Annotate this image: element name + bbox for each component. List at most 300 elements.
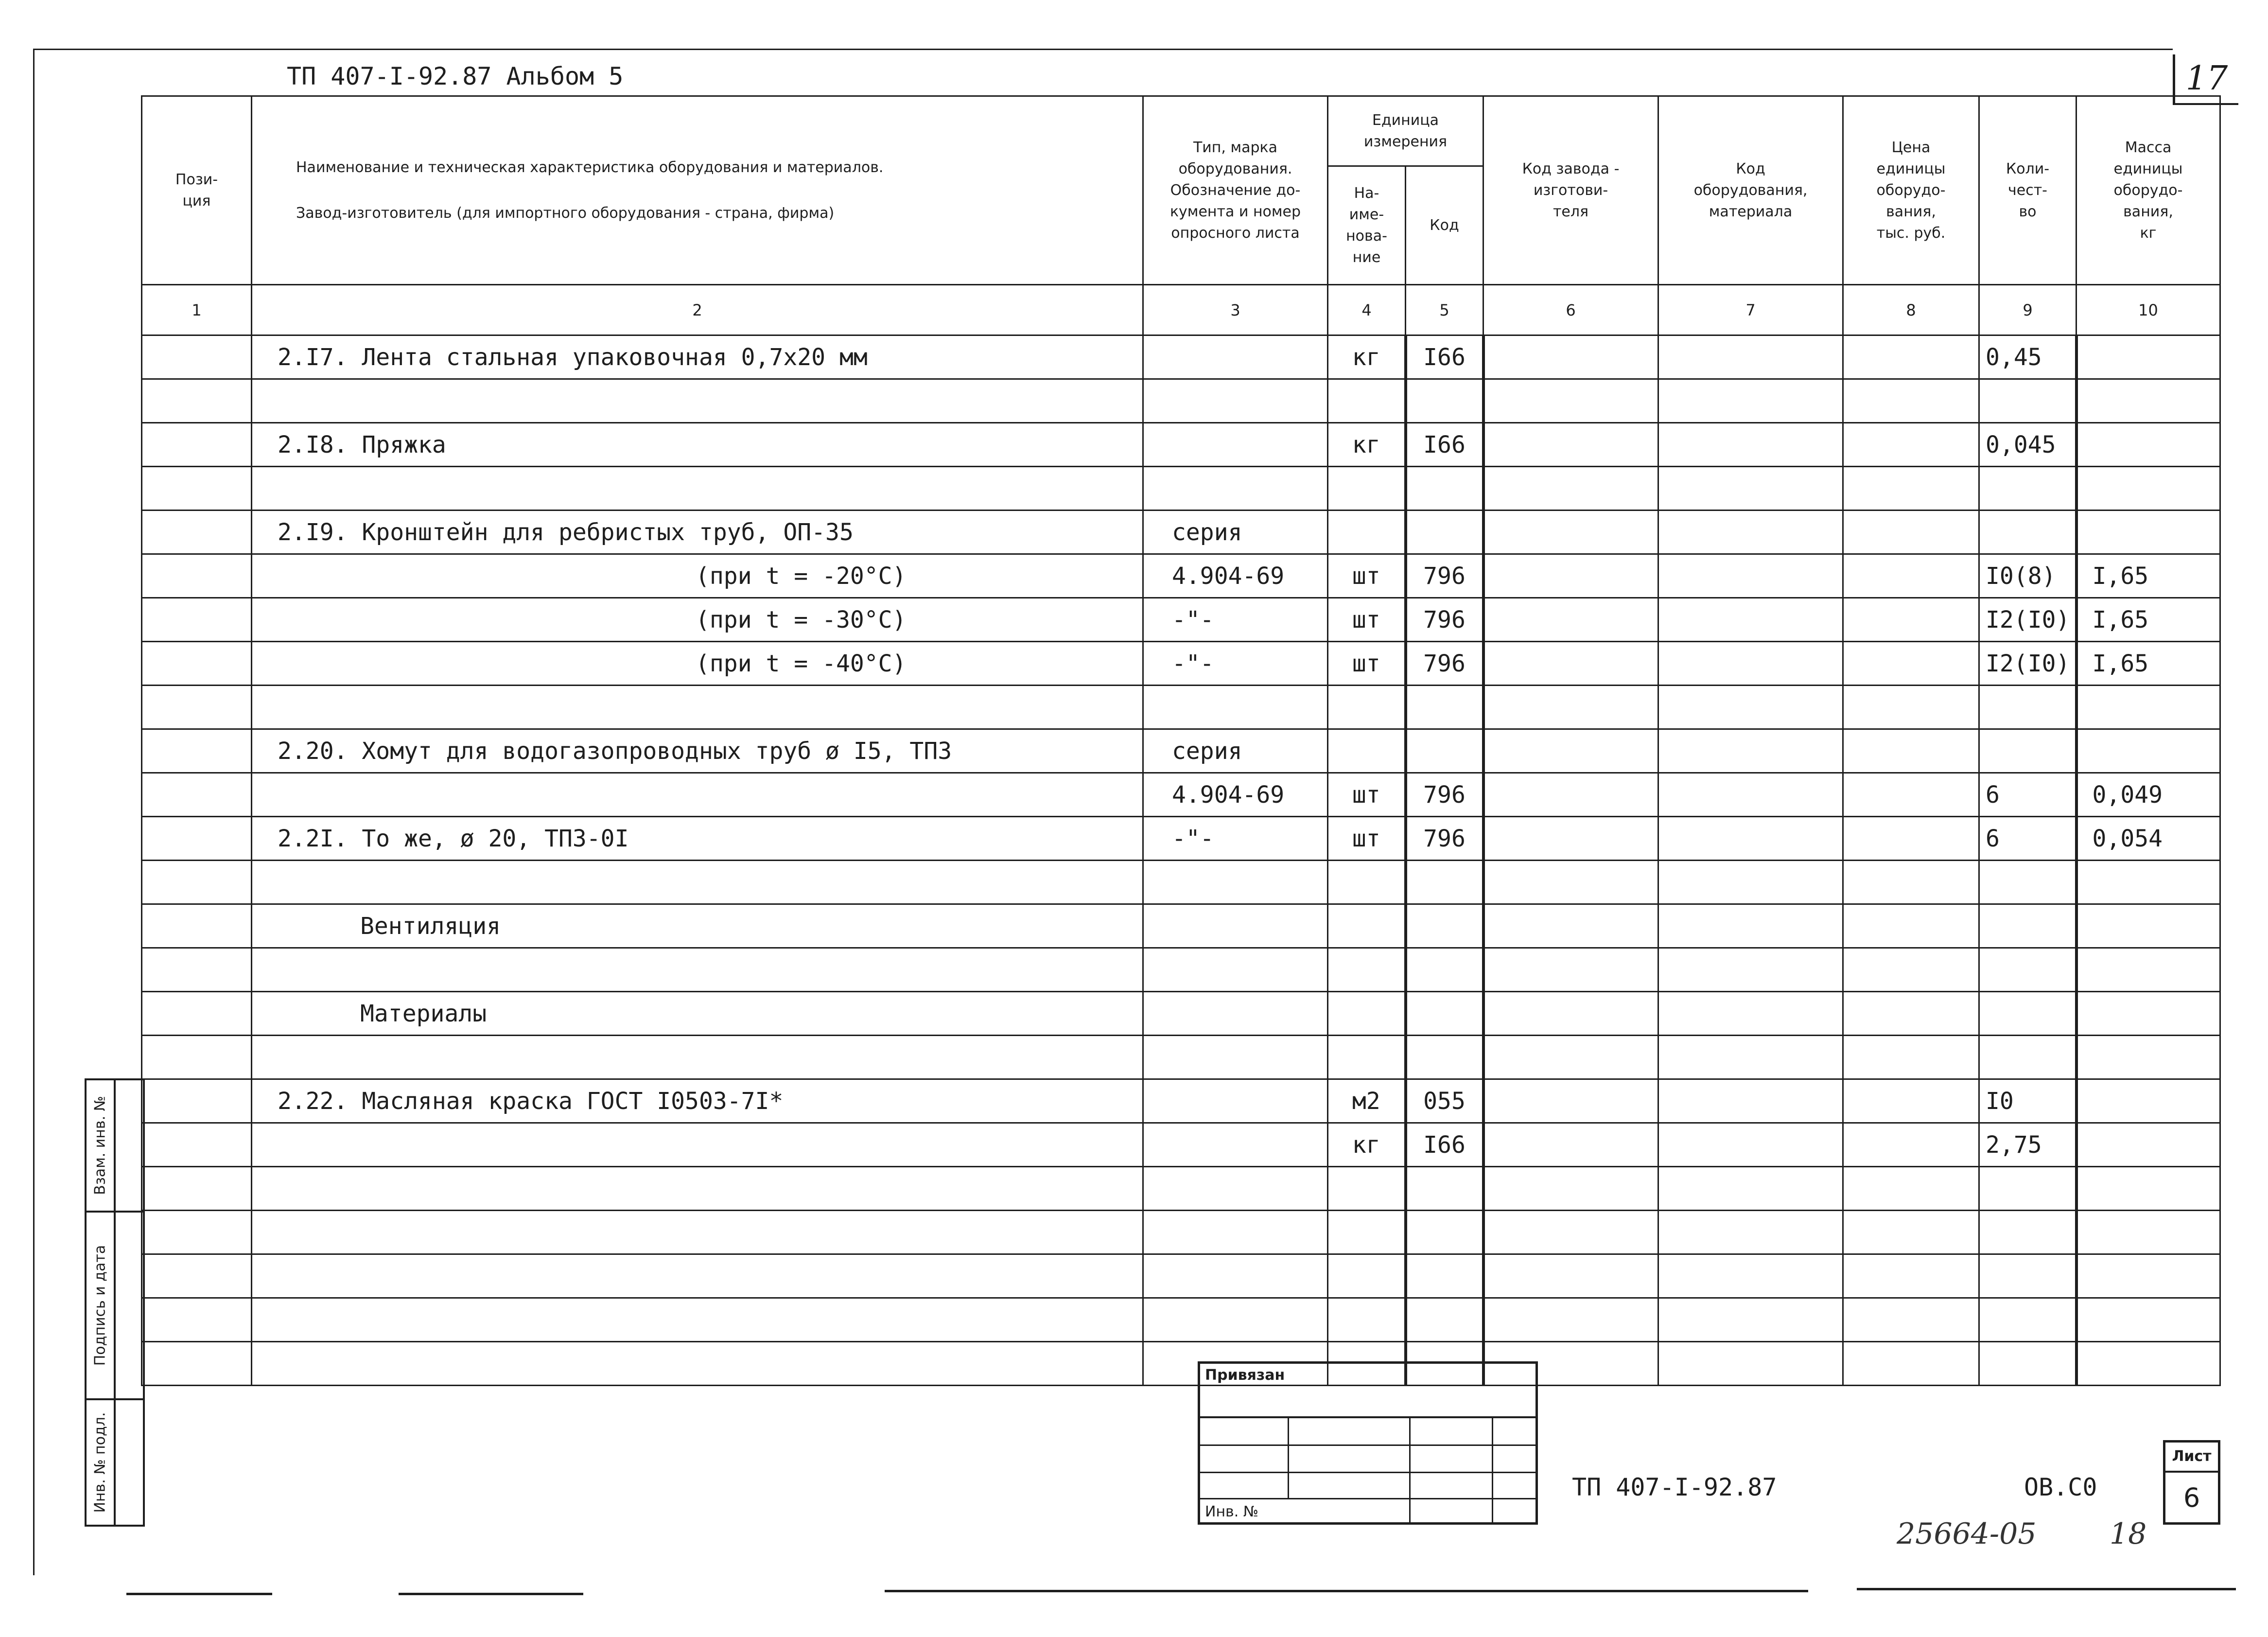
cell-quantity (1979, 861, 2076, 904)
left-edge-line (33, 49, 35, 1575)
cell-equipment-code (1658, 1342, 1843, 1386)
table-row (142, 861, 2220, 904)
cell-equipment-code (1658, 598, 1843, 642)
spec-table (141, 95, 2221, 1386)
col-number: 7 (1658, 285, 1843, 335)
cell-quantity (1979, 904, 2076, 948)
bottom-dash (1857, 1588, 2236, 1590)
cell-mass (2076, 1167, 2220, 1211)
cell-type (1143, 1167, 1328, 1211)
cell-type (1143, 1079, 1328, 1123)
cell-name: Вентиляция (252, 904, 1143, 948)
cell-unit-name (1328, 1254, 1406, 1298)
cell-name: 2.2I. То же, ø 20, ТПЗ-0I (252, 817, 1143, 861)
cell-name (252, 379, 1143, 423)
cell-unit-code (1406, 686, 1483, 729)
cell-factory-code (1483, 861, 1658, 904)
cell-price (1843, 379, 1979, 423)
cell-unit-code (1406, 992, 1483, 1036)
cell-type: 4.904-69 (1143, 773, 1328, 817)
cell-unit-name (1328, 379, 1406, 423)
cell-unit-name (1328, 1036, 1406, 1079)
cell-unit-name (1328, 861, 1406, 904)
col-number: 2 (252, 285, 1143, 335)
cell-equipment-code (1658, 729, 1843, 773)
cell-unit-code (1406, 510, 1483, 554)
cell-factory-code (1483, 1123, 1658, 1167)
cell-quantity: 6 (1979, 817, 2076, 861)
col-number: 4 (1328, 285, 1406, 335)
cell-equipment-code (1658, 1211, 1843, 1254)
col-header-unit-code: Код (1406, 166, 1483, 285)
cell-mass (2076, 1079, 2220, 1123)
cell-unit-name (1328, 467, 1406, 510)
cell-name (252, 1123, 1143, 1167)
cell-position (142, 554, 252, 598)
col-number: 9 (1979, 285, 2076, 335)
album-title: ТП 407-I-92.87 Альбом 5 (287, 62, 624, 90)
cell-name: 2.20. Хомут для водогазопроводных труб ø I5, ТПЗ (252, 729, 1143, 773)
col-header-equipment-code: Код оборудования, материала (1658, 96, 1843, 285)
cell-price (1843, 1036, 1979, 1079)
column-number-row (142, 285, 2220, 335)
cell-unit-code: I66 (1406, 423, 1483, 467)
cell-factory-code (1483, 1254, 1658, 1298)
col-number: 10 (2076, 285, 2220, 335)
sheet-number-box (2163, 1440, 2220, 1525)
cell-mass (2076, 423, 2220, 467)
cell-unit-code: I66 (1406, 335, 1483, 379)
handwritten-number: 18 (2110, 1517, 2147, 1551)
table-row (142, 686, 2220, 729)
col-header-position: Пози- ция (142, 96, 252, 285)
cell-quantity: I2(I0) (1979, 642, 2076, 686)
cell-factory-code (1483, 1036, 1658, 1079)
margin-replacement-inv: Взам. инв. № (85, 1078, 145, 1213)
cell-name: Материалы (252, 992, 1143, 1036)
cell-type: -"- (1143, 642, 1328, 686)
cell-equipment-code (1658, 1036, 1843, 1079)
cell-equipment-code (1658, 948, 1843, 992)
cell-name: (при t = -40°С) (252, 642, 1143, 686)
bottom-dash (399, 1593, 583, 1595)
cell-unit-code: 055 (1406, 1079, 1483, 1123)
cell-mass (2076, 379, 2220, 423)
cell-type (1143, 1211, 1328, 1254)
cell-mass (2076, 467, 2220, 510)
cell-mass: 0,054 (2076, 817, 2220, 861)
col-number: 3 (1143, 285, 1328, 335)
cell-type: -"- (1143, 598, 1328, 642)
cell-position (142, 1254, 252, 1298)
sheet-number: 6 (2183, 1482, 2200, 1513)
cell-unit-name (1328, 729, 1406, 773)
document-code: ТП 407-I-92.87 (1572, 1473, 1777, 1501)
cell-unit-name (1328, 686, 1406, 729)
cell-quantity: 6 (1979, 773, 2076, 817)
cell-mass (2076, 1036, 2220, 1079)
cell-quantity (1979, 729, 2076, 773)
cell-price (1843, 1254, 1979, 1298)
cell-price (1843, 1298, 1979, 1342)
cell-unit-code (1406, 467, 1483, 510)
margin-original-inv: Инв. № подл. (85, 1398, 145, 1527)
cell-unit-code (1406, 1254, 1483, 1298)
table-row (142, 729, 2220, 773)
col-number: 1 (142, 285, 252, 335)
cell-mass (2076, 335, 2220, 379)
cell-factory-code (1483, 904, 1658, 948)
cell-type (1143, 686, 1328, 729)
cell-price (1843, 773, 1979, 817)
cell-price (1843, 1079, 1979, 1123)
cell-quantity: 0,045 (1979, 423, 2076, 467)
stamp-label-bound: Привязан (1205, 1367, 1285, 1384)
cell-unit-code (1406, 904, 1483, 948)
cell-position (142, 1167, 252, 1211)
cell-quantity: 2,75 (1979, 1123, 2076, 1167)
cell-unit-code (1406, 948, 1483, 992)
cell-mass (2076, 861, 2220, 904)
cell-type (1143, 861, 1328, 904)
cell-factory-code (1483, 467, 1658, 510)
margin-signature-date: Подпись и дата (85, 1211, 145, 1400)
cell-type: серия (1143, 729, 1328, 773)
cell-equipment-code (1658, 467, 1843, 510)
cell-price (1843, 598, 1979, 642)
cell-quantity (1979, 992, 2076, 1036)
spec-table-body (142, 335, 2220, 1386)
cell-factory-code (1483, 773, 1658, 817)
cell-unit-name (1328, 1167, 1406, 1211)
col-header-unit-group: Единица измерения (1328, 96, 1483, 166)
cell-quantity: I2(I0) (1979, 598, 2076, 642)
cell-unit-code: 796 (1406, 642, 1483, 686)
cell-price (1843, 467, 1979, 510)
cell-unit-name: шт (1328, 773, 1406, 817)
cell-equipment-code (1658, 1254, 1843, 1298)
cell-position (142, 1123, 252, 1167)
cell-factory-code (1483, 554, 1658, 598)
cell-unit-code (1406, 1167, 1483, 1211)
cell-factory-code (1483, 1211, 1658, 1254)
cell-unit-name: кг (1328, 1123, 1406, 1167)
binding-stamp (1198, 1361, 1538, 1525)
cell-unit-name (1328, 948, 1406, 992)
cell-price (1843, 335, 1979, 379)
cell-factory-code (1483, 510, 1658, 554)
cell-unit-code: 796 (1406, 773, 1483, 817)
cell-position (142, 729, 252, 773)
cell-quantity (1979, 1254, 2076, 1298)
cell-name: 2.I8. Пряжка (252, 423, 1143, 467)
table-row (142, 510, 2220, 554)
cell-position (142, 598, 252, 642)
cell-unit-name: кг (1328, 423, 1406, 467)
col-header-price: Цена единицы оборудо- вания, тыс. руб. (1843, 96, 1979, 285)
cell-name (252, 1254, 1143, 1298)
cell-unit-name: м2 (1328, 1079, 1406, 1123)
cell-price (1843, 510, 1979, 554)
top-edge-line (34, 49, 2173, 50)
cell-position (142, 1036, 252, 1079)
cell-position (142, 335, 252, 379)
cell-mass (2076, 1254, 2220, 1298)
table-row (142, 1254, 2220, 1298)
cell-equipment-code (1658, 335, 1843, 379)
cell-quantity (1979, 1167, 2076, 1211)
cell-equipment-code (1658, 1079, 1843, 1123)
table-row (142, 1167, 2220, 1211)
cell-quantity (1979, 686, 2076, 729)
cell-quantity (1979, 1342, 2076, 1386)
cell-type (1143, 1123, 1328, 1167)
cell-position (142, 773, 252, 817)
bottom-dash (885, 1590, 1808, 1592)
cell-unit-name (1328, 510, 1406, 554)
cell-factory-code (1483, 1079, 1658, 1123)
cell-type (1143, 948, 1328, 992)
sheet-label: Лист (2165, 1443, 2218, 1473)
cell-mass: 0,049 (2076, 773, 2220, 817)
table-row (142, 1079, 2220, 1123)
cell-position (142, 817, 252, 861)
cell-quantity (1979, 1036, 2076, 1079)
cell-mass (2076, 1342, 2220, 1386)
cell-equipment-code (1658, 510, 1843, 554)
cell-type (1143, 467, 1328, 510)
cell-unit-name: шт (1328, 642, 1406, 686)
cell-name (252, 1211, 1143, 1254)
cell-equipment-code (1658, 861, 1843, 904)
cell-unit-code (1406, 379, 1483, 423)
document-suffix: ОВ.С0 (2024, 1473, 2097, 1501)
cell-factory-code (1483, 686, 1658, 729)
cell-equipment-code (1658, 817, 1843, 861)
col-header-mass: Масса единицы оборудо- вания, кг (2076, 96, 2220, 285)
cell-position (142, 510, 252, 554)
cell-price (1843, 1342, 1979, 1386)
cell-mass (2076, 904, 2220, 948)
cell-unit-name (1328, 904, 1406, 948)
cell-equipment-code (1658, 773, 1843, 817)
cell-name (252, 1167, 1143, 1211)
col-number: 6 (1483, 285, 1658, 335)
cell-mass (2076, 1123, 2220, 1167)
cell-type (1143, 379, 1328, 423)
cell-position (142, 904, 252, 948)
cell-type: серия (1143, 510, 1328, 554)
cell-mass (2076, 686, 2220, 729)
cell-unit-code: 796 (1406, 598, 1483, 642)
cell-type: 4.904-69 (1143, 554, 1328, 598)
cell-factory-code (1483, 642, 1658, 686)
cell-type (1143, 423, 1328, 467)
cell-name (252, 1342, 1143, 1386)
cell-unit-name (1328, 992, 1406, 1036)
cell-name (252, 686, 1143, 729)
cell-price (1843, 948, 1979, 992)
cell-position (142, 861, 252, 904)
cell-equipment-code (1658, 379, 1843, 423)
cell-name: 2.I7. Лента стальная упаковочная 0,7х20 мм (252, 335, 1143, 379)
cell-unit-code: I66 (1406, 1123, 1483, 1167)
cell-quantity: I0(8) (1979, 554, 2076, 598)
table-row (142, 642, 2220, 686)
cell-position (142, 642, 252, 686)
cell-name (252, 861, 1143, 904)
cell-unit-name: шт (1328, 817, 1406, 861)
col-header-unit-name: На- име- нова- ние (1328, 166, 1406, 285)
cell-position (142, 1342, 252, 1386)
cell-equipment-code (1658, 642, 1843, 686)
cell-name (252, 773, 1143, 817)
cell-unit-code (1406, 1211, 1483, 1254)
cell-position (142, 992, 252, 1036)
col-number: 5 (1406, 285, 1483, 335)
cell-price (1843, 861, 1979, 904)
table-row (142, 817, 2220, 861)
table-row (142, 598, 2220, 642)
cell-factory-code (1483, 598, 1658, 642)
cell-price (1843, 1123, 1979, 1167)
cell-unit-code: 796 (1406, 817, 1483, 861)
cell-equipment-code (1658, 686, 1843, 729)
cell-name: 2.22. Масляная краска ГОСТ I0503-7I* (252, 1079, 1143, 1123)
cell-name (252, 1298, 1143, 1342)
cell-name: (при t = -30°С) (252, 598, 1143, 642)
cell-mass: I,65 (2076, 554, 2220, 598)
cell-type (1143, 1298, 1328, 1342)
cell-position (142, 686, 252, 729)
cell-equipment-code (1658, 1167, 1843, 1211)
cell-quantity (1979, 467, 2076, 510)
cell-type: -"- (1143, 817, 1328, 861)
cell-unit-code (1406, 1298, 1483, 1342)
table-row (142, 948, 2220, 992)
cell-quantity: I0 (1979, 1079, 2076, 1123)
cell-equipment-code (1658, 554, 1843, 598)
cell-mass (2076, 1298, 2220, 1342)
cell-quantity (1979, 948, 2076, 992)
table-row (142, 1298, 2220, 1342)
table-row (142, 379, 2220, 423)
cell-mass (2076, 729, 2220, 773)
cell-name (252, 948, 1143, 992)
cell-mass (2076, 510, 2220, 554)
cell-factory-code (1483, 335, 1658, 379)
cell-factory-code (1483, 948, 1658, 992)
cell-price (1843, 554, 1979, 598)
col-header-quantity: Коли- чест- во (1979, 96, 2076, 285)
table-row (142, 904, 2220, 948)
cell-unit-name: кг (1328, 335, 1406, 379)
cell-equipment-code (1658, 1298, 1843, 1342)
cell-position (142, 423, 252, 467)
cell-name: 2.I9. Кронштейн для ребристых труб, ОП-35 (252, 510, 1143, 554)
cell-equipment-code (1658, 904, 1843, 948)
cell-type (1143, 992, 1328, 1036)
cell-equipment-code (1658, 423, 1843, 467)
table-row (142, 423, 2220, 467)
cell-mass (2076, 992, 2220, 1036)
cell-unit-code (1406, 861, 1483, 904)
table-row (142, 1211, 2220, 1254)
cell-position (142, 948, 252, 992)
cell-factory-code (1483, 1167, 1658, 1211)
cell-type (1143, 335, 1328, 379)
col-header-type: Тип, марка оборудования. Обозначение до- кумента и номер опросного листа (1143, 96, 1328, 285)
cell-name (252, 467, 1143, 510)
cell-equipment-code (1658, 992, 1843, 1036)
cell-position (142, 1298, 252, 1342)
cell-price (1843, 817, 1979, 861)
cell-unit-code: 796 (1406, 554, 1483, 598)
cell-type (1143, 1254, 1328, 1298)
cell-factory-code (1483, 729, 1658, 773)
cell-type (1143, 904, 1328, 948)
table-row (142, 1342, 2220, 1386)
cell-price (1843, 1211, 1979, 1254)
cell-quantity (1979, 379, 2076, 423)
cell-type (1143, 1036, 1328, 1079)
col-header-factory-code: Код завода - изготови- теля (1483, 96, 1658, 285)
cell-factory-code (1483, 817, 1658, 861)
cell-mass: I,65 (2076, 598, 2220, 642)
cell-unit-name (1328, 1298, 1406, 1342)
cell-factory-code (1483, 1298, 1658, 1342)
cell-quantity (1979, 510, 2076, 554)
cell-position (142, 379, 252, 423)
cell-factory-code (1483, 992, 1658, 1036)
cell-unit-name: шт (1328, 554, 1406, 598)
bottom-dash (126, 1593, 272, 1595)
table-row (142, 335, 2220, 379)
cell-price (1843, 686, 1979, 729)
cell-factory-code (1483, 379, 1658, 423)
col-header-name: Наименование и техническая характеристика оборудования и материалов. Завод-изготовитель (для импортного оборудования - страна, фирма) (252, 96, 1143, 285)
cell-mass (2076, 1211, 2220, 1254)
table-row (142, 1123, 2220, 1167)
page-mark: 17 (2173, 54, 2238, 105)
table-row (142, 1036, 2220, 1079)
cell-mass: I,65 (2076, 642, 2220, 686)
cell-unit-code (1406, 729, 1483, 773)
handwritten-archive-number: 25664-05 (1897, 1517, 2037, 1551)
cell-price (1843, 904, 1979, 948)
cell-unit-code (1406, 1036, 1483, 1079)
cell-position (142, 467, 252, 510)
cell-price (1843, 1167, 1979, 1211)
table-row (142, 554, 2220, 598)
stamp-label-inv: Инв. № (1205, 1503, 1259, 1520)
cell-quantity (1979, 1211, 2076, 1254)
cell-price (1843, 642, 1979, 686)
cell-name (252, 1036, 1143, 1079)
cell-price (1843, 992, 1979, 1036)
table-row (142, 992, 2220, 1036)
cell-position (142, 1211, 252, 1254)
cell-equipment-code (1658, 1123, 1843, 1167)
cell-quantity: 0,45 (1979, 335, 2076, 379)
col-number: 8 (1843, 285, 1979, 335)
table-row (142, 467, 2220, 510)
cell-unit-name (1328, 1211, 1406, 1254)
cell-unit-name: шт (1328, 598, 1406, 642)
table-row (142, 773, 2220, 817)
cell-name: (при t = -20°С) (252, 554, 1143, 598)
cell-price (1843, 729, 1979, 773)
